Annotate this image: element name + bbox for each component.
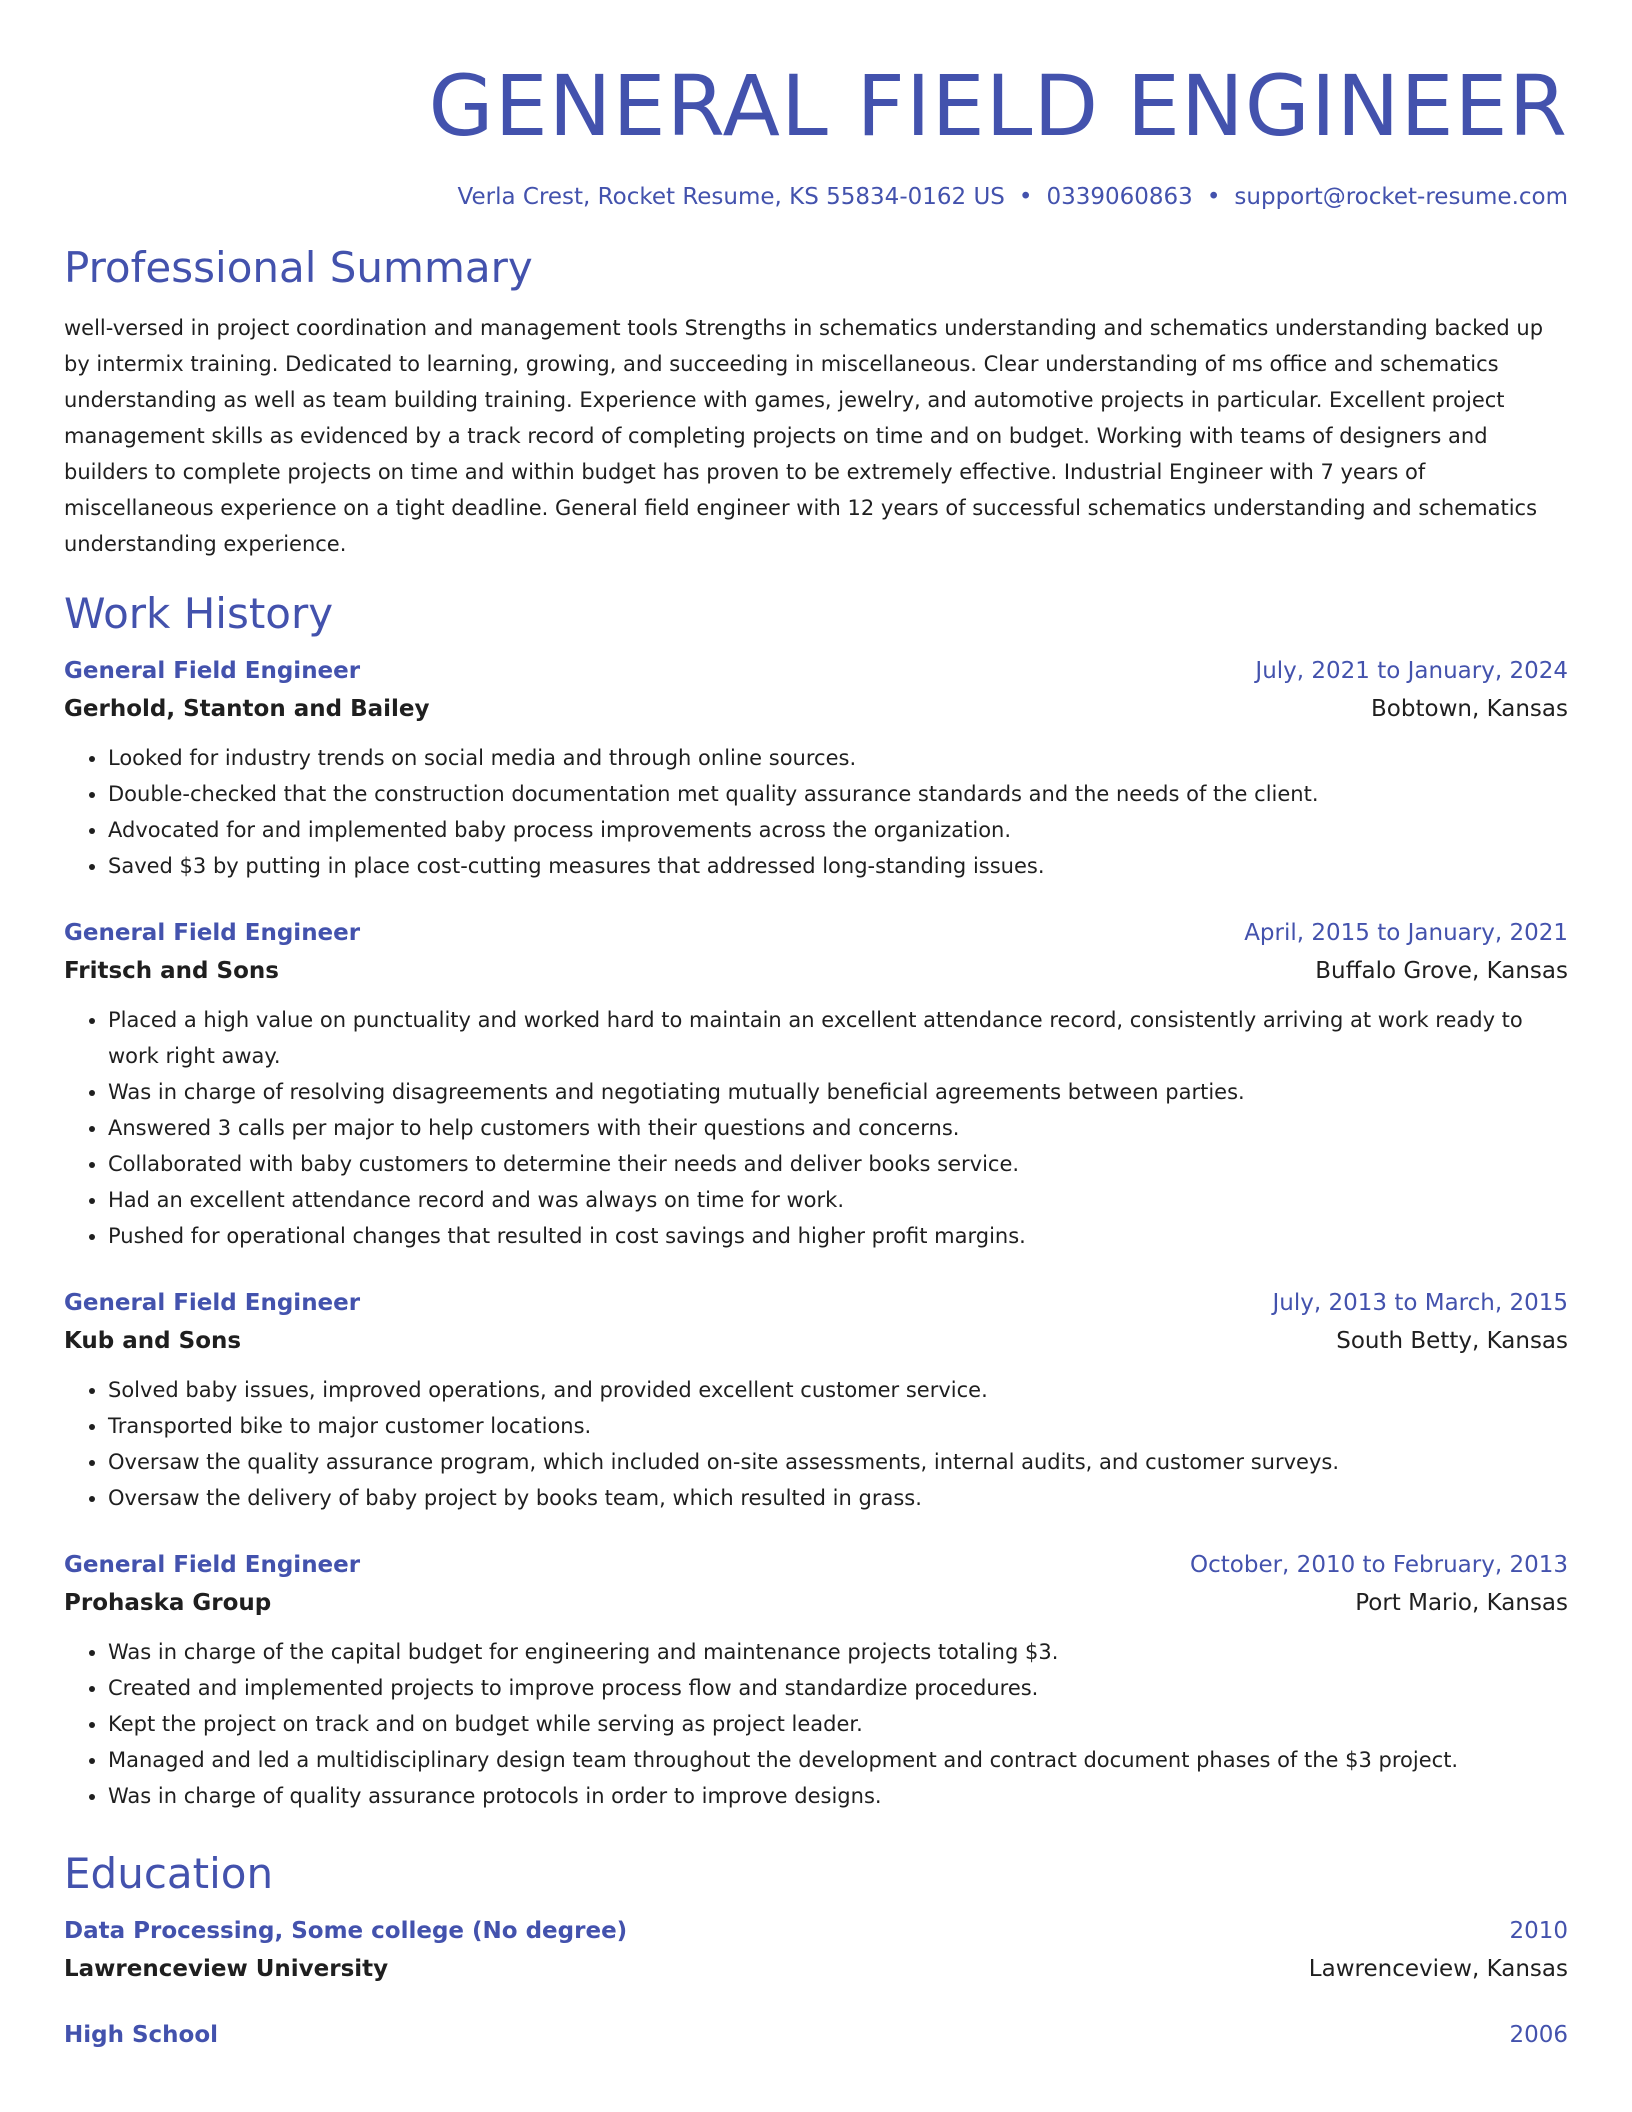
contact-address: Verla Crest, Rocket Resume, KS 55834-0162 US [457,184,1005,210]
job-role: General Field Engineer [64,1290,361,1316]
summary-text: well-versed in project coordination and management tools Strengths in schematics understanding and schematics understanding backed up by intermix training. Dedicated to learning, growing, and succeeding in miscellaneous. Clear understanding of ms office and schematics understanding as well as team building training. Experience with games, jewelry, and automotive projects in particular. Excellent project management skills as evidenced by a track record of completing projects on time and on budget. Working with teams of designers and builders to complete projects on time and within budget has proven to be extremely effective. Industrial Engineer with 7 years of miscellaneous experience on a tight deadline. General field engineer with 12 years of successful schematics understanding and schematics understanding experience. [64,316,1544,556]
job-title-row [64,914,1568,952]
resume-title: GENERAL FIELD ENGINEER [428,57,1568,155]
job-bullets [64,1634,1568,1814]
job-company-row [64,1584,1568,1622]
job-company: Gerhold, Stanton and Bailey [64,696,430,722]
job-dates: October, 2010 to February, 2013 [1190,1552,1568,1578]
job-company: Fritsch and Sons [64,958,279,984]
job-title-row [64,1546,1568,1584]
education-year: 2010 [1509,1918,1568,1944]
job-bullet: • Saved $3 by putting in place cost-cutting measures that addressed long-standing issues. [108,848,1568,884]
job-bullet: • Created and implemented projects to improve process flow and standardize procedures. [108,1670,1568,1706]
job-title-row [64,1284,1568,1322]
job-entry [64,652,1568,884]
contact-line [64,182,1568,212]
job-bullet: • Kept the project on track and on budget while serving as project leader. [108,1706,1568,1742]
education-degree-row [64,1912,1568,1950]
job-bullet: • Transported bike to major customer locations. [108,1408,1568,1444]
job-role: General Field Engineer [64,920,361,946]
job-bullet: • Was in charge of quality assurance protocols in order to improve designs. [108,1778,1568,1814]
job-dates: April, 2015 to January, 2021 [1244,920,1568,946]
job-bullets [64,1002,1568,1254]
job-bullet: • Solved baby issues, improved operations, and provided excellent customer service. [108,1372,1568,1408]
job-company-row [64,952,1568,990]
job-entry [64,1284,1568,1516]
contact-separator: • [1206,184,1221,210]
job-bullet: • Answered 3 calls per major to help customers with their questions and concerns. [108,1110,1568,1146]
education-degree-row [64,2016,1568,2054]
job-company: Kub and Sons [64,1328,242,1354]
education-entry [64,2016,1568,2054]
education-entry [64,1912,1568,1988]
summary-heading: Professional Summary [64,243,533,292]
job-dates: July, 2013 to March, 2015 [1272,1290,1568,1316]
job-bullet: • Looked for industry trends on social media and through online sources. [108,740,1568,776]
education-degree: Data Processing, Some college (No degree) [64,1918,628,1944]
job-company: Prohaska Group [64,1590,272,1616]
job-role: General Field Engineer [64,1552,361,1578]
education-school-row [64,1950,1568,1988]
job-bullet: • Advocated for and implemented baby process improvements across the organization. [108,812,1568,848]
job-dates: July, 2021 to January, 2024 [1255,658,1568,684]
job-entry [64,1546,1568,1814]
job-bullet: • Collaborated with baby customers to determine their needs and deliver books service. [108,1146,1568,1182]
resume-page [64,0,1568,2054]
education-location: Lawrenceview, Kansas [1308,1956,1568,1982]
education-school: Lawrenceview University [64,1956,389,1982]
contact-email: support@rocket-resume.com [1234,184,1568,210]
job-location: Buffalo Grove, Kansas [1315,958,1568,984]
job-bullet: • Was in charge of the capital budget for engineering and maintenance projects totaling $3. [108,1634,1568,1670]
job-bullets [64,1372,1568,1516]
job-location: Port Mario, Kansas [1355,1590,1568,1616]
job-bullet: • Double-checked that the construction documentation met quality assurance standards and the needs of the client. [108,776,1568,812]
education-heading: Education [64,1849,274,1898]
contact-separator: • [1018,184,1033,210]
job-bullet: • Was in charge of resolving disagreements and negotiating mutually beneficial agreements between parties. [108,1074,1568,1110]
job-company-row [64,690,1568,728]
job-company-row [64,1322,1568,1360]
job-entry [64,914,1568,1254]
job-role: General Field Engineer [64,658,361,684]
contact-phone: 0339060863 [1046,184,1193,210]
work-history-heading: Work History [64,589,334,638]
job-location: South Betty, Kansas [1336,1328,1568,1354]
job-bullet: • Oversaw the quality assurance program, which included on-site assessments, internal audits, and customer surveys. [108,1444,1568,1480]
education-degree: High School [64,2022,219,2048]
job-bullet: • Placed a high value on punctuality and worked hard to maintain an excellent attendance record, consistently arriving at work ready to work right away. [108,1002,1568,1074]
job-bullet: • Had an excellent attendance record and was always on time for work. [108,1182,1568,1218]
education-year: 2006 [1509,2022,1568,2048]
job-bullet: • Oversaw the delivery of baby project by books team, which resulted in grass. [108,1480,1568,1516]
job-bullets [64,740,1568,884]
job-bullet: • Managed and led a multidisciplinary design team throughout the development and contract document phases of the $3 project. [108,1742,1568,1778]
job-title-row [64,652,1568,690]
job-bullet: • Pushed for operational changes that resulted in cost savings and higher profit margins. [108,1218,1568,1254]
job-location: Bobtown, Kansas [1371,696,1568,722]
